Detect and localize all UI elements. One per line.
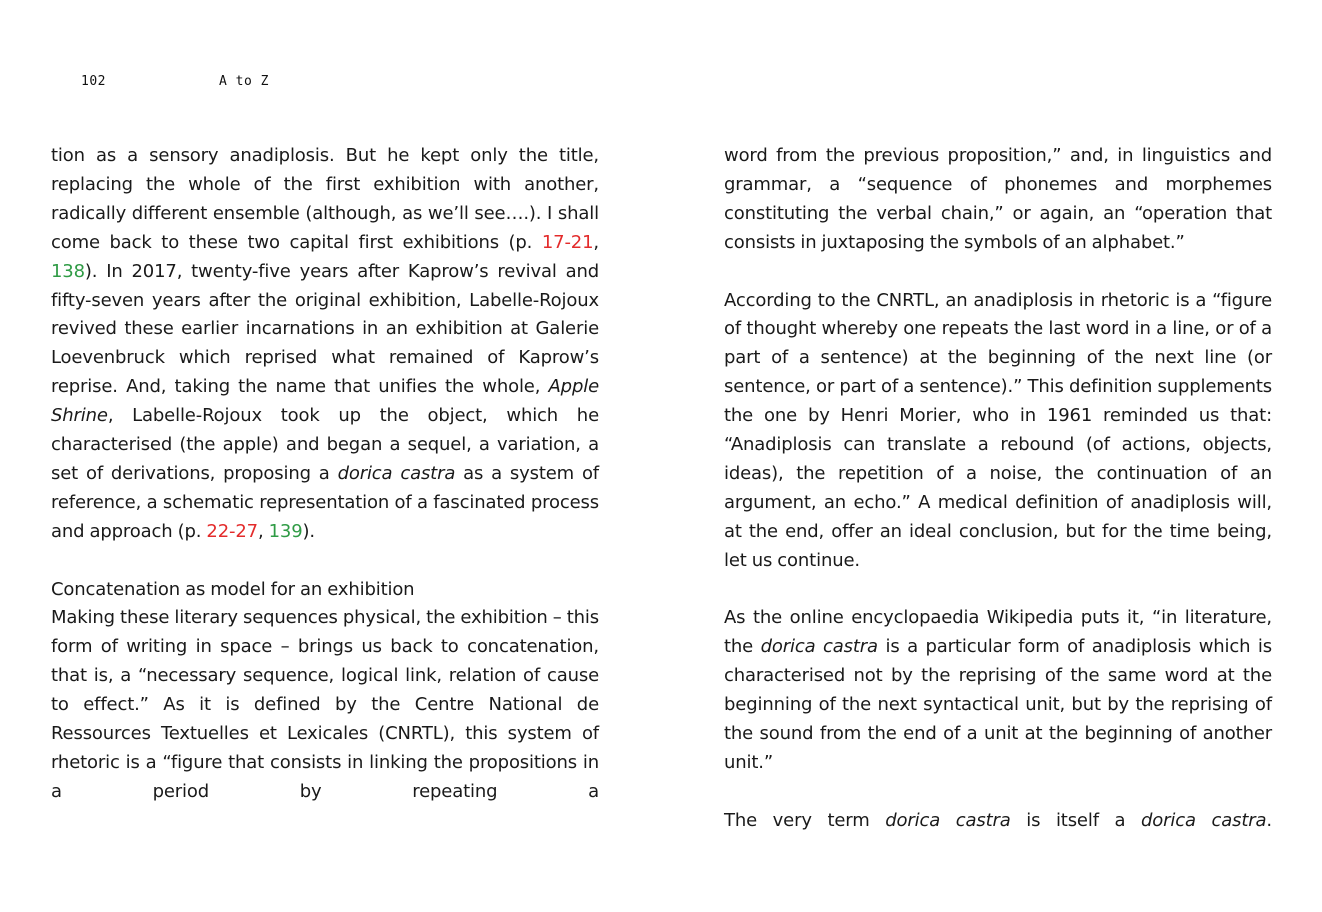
page-ref-17-21[interactable]: 17-21 [541, 231, 594, 253]
left-column [51, 142, 599, 807]
right-paragraph-1: word from the previous proposition,” and, in linguistics and grammar, a “sequence of phonemes and morphemes constituting the verbal chain,” or again, an “operation that consists in juxtaposing the symbols of an alphabet.” [724, 145, 1272, 253]
section-heading: Concatenation as model for an exhibition [51, 578, 415, 600]
italic-title: Apple Shrine [51, 376, 599, 427]
italic-term: dorica castra [885, 809, 1011, 831]
left-paragraph-2: Making these literary sequences physical, the exhibition – this form of writing in space – brings us back to concatenation, that is, a “necessary sequence, logical link, relation of cause to effect.” As it is defined by the Centre National de Ressources Textuelles et Lexicales (CNRTL), this system of rhetoric is a “figure that consists in linking the propositions in a period by repeating a [51, 607, 599, 802]
italic-term: dorica castra [1141, 809, 1267, 831]
page-number: 102 [81, 74, 106, 89]
running-title: A to Z [219, 74, 269, 89]
right-paragraph-3: As the online encyclopaedia Wikipedia puts it, “in literature, the dorica castra is a particular form of anadiplosis which is characterised not by the reprising of the same word at the beginning of the next syntactical unit, but by the reprising of the sound from the end of a unit at the beginning of another unit.” [724, 607, 1272, 773]
right-column [724, 142, 1272, 836]
right-paragraph-2: According to the CNRTL, an anadiplosis in rhetoric is a “figure of thought whereby one repeats the last word in a line, or of a part of a sentence) at the beginning of the next line (or sentence, or part of a sentence).” This definition supplements the one by Henri Morier, who in 1961 reminded us that: “Anadiplosis can translate a rebound (of actions, objects, ideas), the repetition of a noise, the continuation of an argument, an echo.” A medical definition of anadiplosis will, at the end, offer an ideal conclusion, but for the time being, let us continue. [724, 289, 1272, 571]
italic-term: dorica castra [337, 462, 456, 484]
left-paragraph-1: tion as a sensory anadiplosis. But he kept only the title, replacing the whole of the first exhibition with another, radically different ensemble (although, as we’ll see….). I shall come back to these two capital first exhibitions (p. 17-21, 138). In 2017, twenty-five years after Kaprow’s revival and fifty-seven years after the original exhibition, Labelle-Rojoux revived these earlier incarnations in an exhibition at Galerie Loevenbruck which reprised what remained of Kaprow’s reprise. And, taking the name that unifies the whole, Apple Shrine, Labelle-Rojoux took up the object, which he characterised (the apple) and began a sequel, a variation, a set of derivations, proposing a dorica castra as a system of reference, a schematic representation of a fascinated process and approach (p. 22-27, 139). [51, 145, 599, 542]
right-paragraph-4: The very term dorica castra is itself a dorica castra. [724, 809, 1272, 831]
page-ref-139[interactable]: 139 [268, 520, 303, 542]
italic-term: dorica castra [760, 636, 878, 658]
page-ref-22-27[interactable]: 22-27 [206, 520, 258, 542]
page-ref-138[interactable]: 138 [51, 260, 85, 282]
